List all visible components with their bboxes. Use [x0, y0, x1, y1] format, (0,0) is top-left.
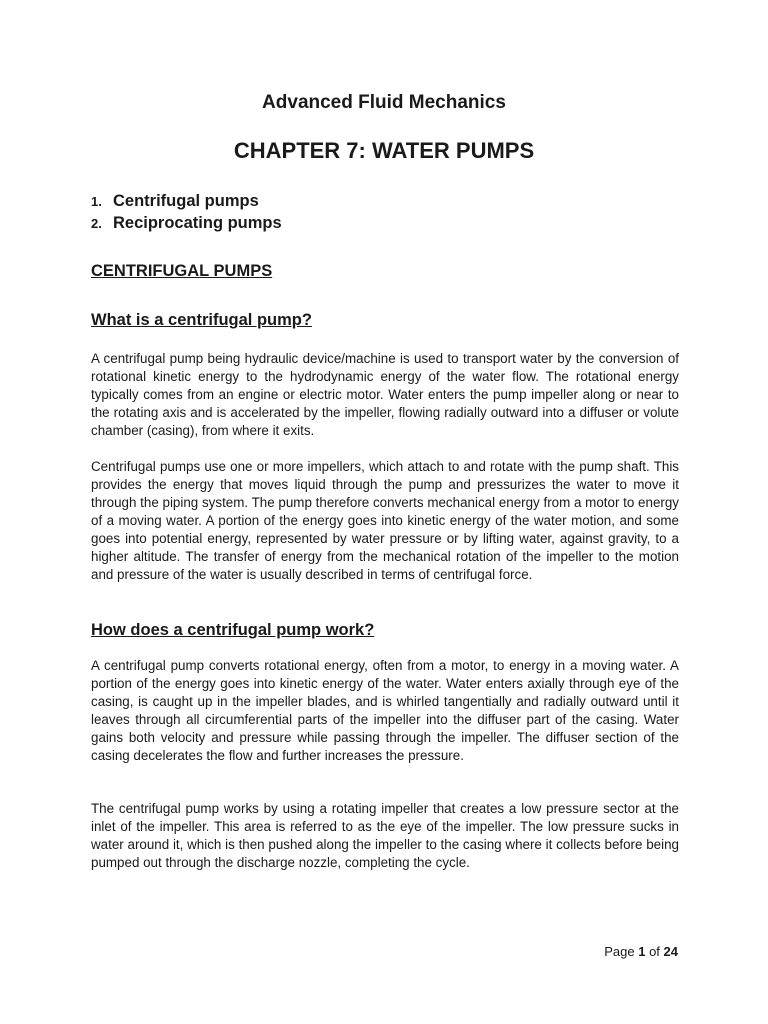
page-number — [604, 944, 678, 959]
paragraph: A centrifugal pump converts rotational energy, often from a motor, to energy in a moving water. A portion of the energy goes into kinetic energy of the water. Water enters axially through eye of the casing, is caught up in the impeller blades, and is whirled tangentially and radially outward until it leaves through all circumferential parts of the impeller into the diffuser part of the casing. Water gains both velocity and pressure while passing through the impeller. The diffuser section of the casing decelerates the flow and further increases the pressure. — [91, 658, 679, 763]
section-heading: CENTRIFUGAL PUMPS — [91, 262, 273, 280]
paragraph: The centrifugal pump works by using a rotating impeller that creates a low pressure sector at the inlet of the impeller. This area is referred to as the eye of the impeller. The low pressure sucks in water around it, which is then pushed along the impeller to the casing where it collects before being pumped out through the discharge nozzle, completing the cycle. — [91, 801, 679, 870]
contents-item-label: Centrifugal pumps — [113, 192, 259, 210]
contents-item-number: 1. — [91, 194, 102, 209]
total-pages: 24 — [663, 944, 678, 959]
subsection-heading-how: How does a centrifugal pump work? — [91, 621, 375, 639]
subsection-heading-what: What is a centrifugal pump? — [91, 311, 312, 329]
contents-item-label: Reciprocating pumps — [113, 214, 282, 232]
paragraph: Centrifugal pumps use one or more impellers, which attach to and rotate with the pump shaft. This provides the energy that moves liquid through the pump and pressurizes the water to move it through the piping system. The pump therefore converts mechanical energy from a motor to energy of a moving water. A portion of the energy goes into kinetic energy of the water motion, and some goes into potential energy, represented by water pressure or by lifting water, against gravity, to a higher altitude. The transfer of energy from the mechanical rotation of the impeller to the motion and pressure of the water is usually described in terms of centrifugal force. — [91, 459, 679, 582]
contents-item-number: 2. — [91, 216, 102, 231]
chapter-title: CHAPTER 7: WATER PUMPS — [233, 138, 535, 163]
document-title: Advanced Fluid Mechanics — [262, 92, 506, 113]
page-word: Page — [604, 944, 635, 959]
paragraph: A centrifugal pump being hydraulic device/machine is used to transport water by the conversion of rotational kinetic energy to the hydrodynamic energy of the water flow. The rotational energy typically comes from an engine or electric motor. Water enters the pump impeller along or near to the rotating axis and is accelerated by the impeller, flowing radially outward into a diffuser or volute chamber (casing), from where it exits. — [91, 351, 679, 438]
current-page: 1 — [638, 944, 646, 959]
of-word: of — [649, 944, 660, 959]
contents-item — [91, 192, 282, 214]
contents-item — [91, 214, 282, 236]
contents-list — [91, 192, 282, 236]
